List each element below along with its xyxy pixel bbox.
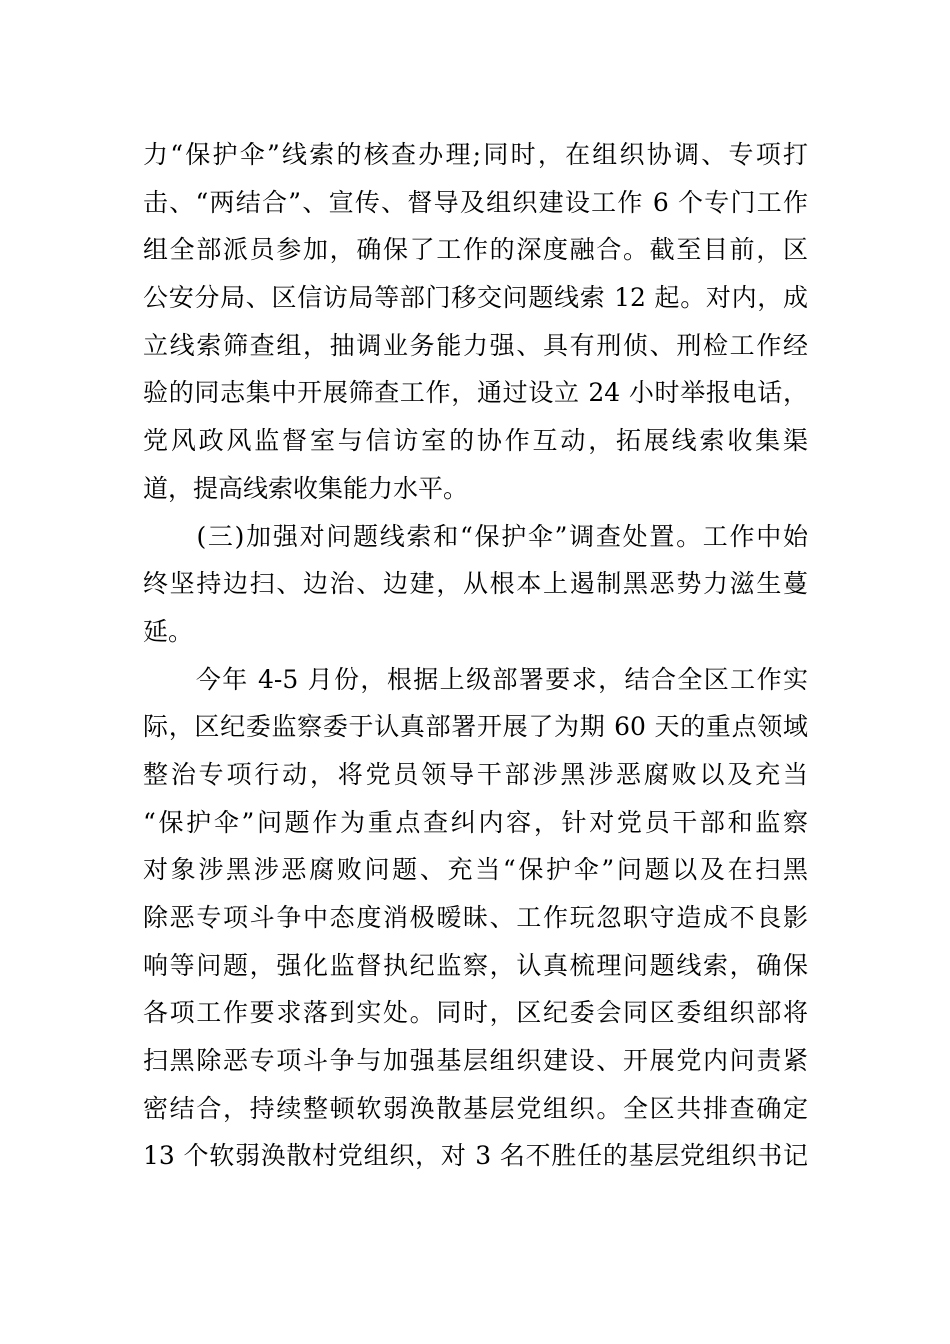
text-line: 除恶专项斗争中态度消极暧昧、工作玩忽职守造成不良影 [143, 903, 808, 932]
text-line: 今年 4-5 月份，根据上级部署要求，结合全区工作实 [143, 664, 808, 694]
text-line: 立线索筛查组，抽调业务能力强、具有刑侦、刑检工作经 [143, 330, 808, 360]
text-line: 密结合，持续整顿软弱涣散基层党组织。全区共排查确定 [143, 1093, 808, 1123]
text-line: 终坚持边扫、边治、边建，从根本上遏制黑恶势力滋生蔓 [143, 569, 808, 599]
text-line: 13 个软弱涣散村党组织，对 3 名不胜任的基层党组织书记 [143, 1141, 808, 1171]
text-line: 击、“两结合”、宣传、督导及组织建设工作 6 个专门工作 [143, 187, 808, 217]
text-line: “保护伞”问题作为重点查纠内容，针对党员干部和监察 [143, 807, 808, 837]
text-line: 公安分局、区信访局等部门移交问题线索 12 起。对内，成 [143, 283, 808, 313]
text-line: 力“保护伞”线索的核查办理;同时，在组织协调、专项打 [143, 140, 808, 169]
text-line: 各项工作要求落到实处。同时，区纪委会同区委组织部将 [143, 998, 808, 1028]
text-line: 际，区纪委监察委于认真部署开展了为期 60 天的重点领域 [143, 712, 808, 742]
body-text [143, 131, 808, 1180]
text-line: 验的同志集中开展筛查工作，通过设立 24 小时举报电话， [143, 378, 808, 408]
text-line: 扫黑除恶专项斗争与加强基层组织建设、开展党内问责紧 [143, 1046, 808, 1076]
text-line: 延。 [143, 616, 194, 646]
text-line: 整治专项行动，将党员领导干部涉黑涉恶腐败以及充当 [143, 759, 808, 789]
text-line: 组全部派员参加，确保了工作的深度融合。截至目前，区 [143, 235, 808, 265]
section-heading-line: (三)加强对问题线索和“保护伞”调查处置。工作中始 [143, 521, 808, 551]
text-line: 党风政风监督室与信访室的协作互动，拓展线索收集渠 [143, 426, 808, 456]
text-line: 对象涉黑涉恶腐败问题、充当“保护伞”问题以及在扫黑 [143, 855, 808, 885]
text-line: 道，提高线索收集能力水平。 [143, 473, 469, 503]
text-line: 响等问题，强化监督执纪监察，认真梳理问题线索，确保 [143, 950, 808, 980]
